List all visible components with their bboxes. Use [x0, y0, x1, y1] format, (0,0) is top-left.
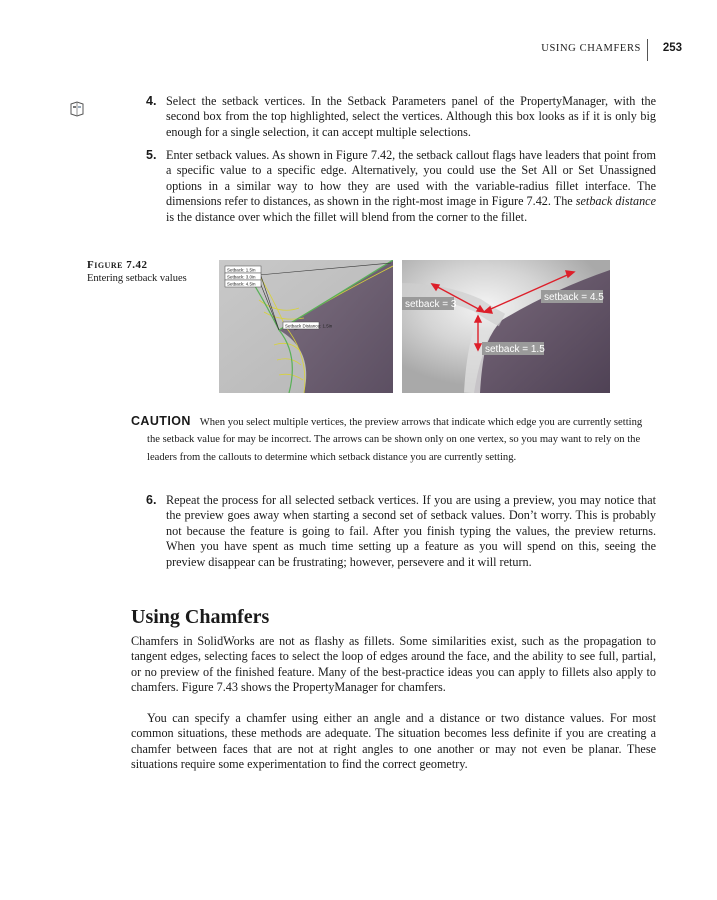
caution-text: When you select multiple vertices, the preview arrows that indicate which edge you are currently setting the setback value for may be incorrect. The arrows can be shown only on one vertex, so you may want to rely on the leaders from the callouts to determine which setback distance you are currently setting. — [147, 417, 643, 463]
caution-label: CAUTION — [131, 414, 191, 428]
body-paragraph: Chamfers in SolidWorks are not as flashy as fillets. Some similarities exist, such as the propagation to tangent edges, selecting faces to select the loop of edges around the face, and the ability to see full, partial, or no preview of the finished feature. Many of the best-practice ideas you can apply to fillets also apply to chamfers. Figure 7.43 shows the PropertyManager for chamfers. — [131, 634, 656, 695]
step-text-part: Enter setback values. As shown in Figure 7.42, the setback callout flags have leaders that point from a specific value to a specific edge. Alternatively, you could use the Set All or Set Unassigned options in a similar way to how they are used with the variable-radius fillet interface. The dimensions refer to distances, as shown in the right-most image in Figure 7.42. The — [166, 148, 656, 209]
step-5 — [146, 148, 656, 225]
setback-callout-flag — [225, 266, 261, 273]
step-text — [166, 148, 656, 225]
caution-note — [131, 413, 656, 466]
setback-callout-flag — [225, 273, 261, 280]
svg-text:setback = 4.5: setback = 4.5 — [544, 292, 604, 303]
step-number: 6. — [146, 493, 157, 507]
svg-text:Setback: 4.5in: Setback: 4.5in — [227, 281, 256, 287]
step-number: 5. — [146, 148, 157, 162]
emphasized-term: setback distance — [575, 194, 656, 209]
svg-text:setback = 1.5: setback = 1.5 — [485, 344, 545, 355]
section-heading: Using Chamfers — [131, 606, 270, 628]
svg-text:setback = 3: setback = 3 — [405, 299, 457, 310]
setback-distance-callout — [283, 322, 333, 329]
book-reference-icon — [68, 100, 86, 118]
figure-caption-text: Entering setback values — [87, 273, 187, 284]
step-text: Repeat the process for all selected setback vertices. If you are using a preview, you may notice that the preview goes away when starting a second set of setback values. Don’t worry. This is probably not because the feature is going to fail. After you finish typing the values, the preview returns. When you have spent as much time setting up a feature as you will spend on this, seeing the preview disappear can be frustrating; however, persevere and it will return. — [166, 493, 656, 569]
body-paragraph: You can specify a chamfer using either an angle and a distance or two distance values. For most common situations, these methods are adequate. The situation becomes less definite if you are creating a chamfer between faces that are not at right angles to one another or may not even be planar. These situations require some experimentation to find the correct geometry. — [131, 711, 656, 772]
step-text: Select the setback vertices. In the Setback Parameters panel of the PropertyManager, with the second box from the top highlighted, select the vertices. Although this box looks as if it is only big enough for a single selection, it can accept multiple selections. — [166, 94, 656, 139]
figure-left-image — [219, 260, 393, 393]
setback-label-1-5 — [482, 342, 545, 355]
svg-text:Setback Distance: 1.5in: Setback Distance: 1.5in — [285, 323, 333, 329]
running-head — [0, 41, 682, 63]
setback-label-4-5 — [541, 290, 604, 303]
setback-callout-flag — [225, 280, 261, 287]
step-text-part: is the distance over which the fillet will blend from the corner to the fillet. — [166, 209, 528, 224]
step-6 — [146, 493, 656, 570]
page-number: 253 — [662, 42, 682, 54]
figure-caption — [87, 258, 212, 286]
step-4 — [146, 94, 656, 140]
running-head-title: USING CHAMFERS — [541, 43, 641, 54]
figure-number: Figure 7.42 — [87, 259, 148, 271]
svg-text:Setback: 3.0in: Setback: 3.0in — [227, 274, 256, 280]
step-number: 4. — [146, 94, 157, 108]
svg-text:Setback: 1.5in: Setback: 1.5in — [227, 267, 256, 273]
setback-label-3 — [402, 297, 457, 310]
running-head-divider — [647, 39, 648, 61]
figure-right-image — [402, 260, 610, 393]
